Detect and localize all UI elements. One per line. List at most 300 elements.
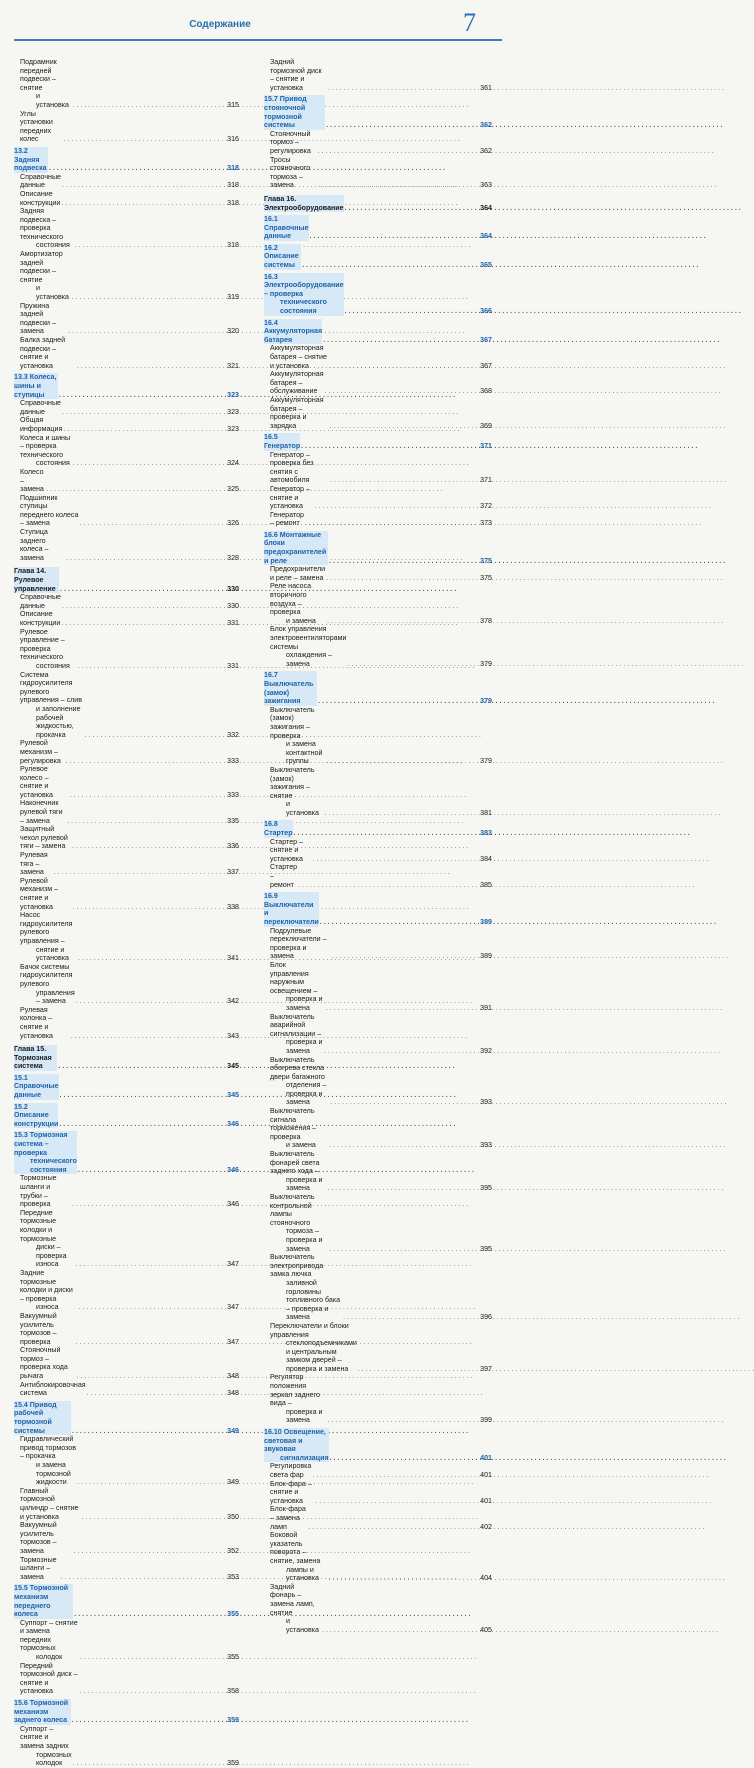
toc-entry-text: Блок управления электровентиляторами системы	[270, 625, 347, 651]
dot-leader	[329, 1141, 479, 1150]
toc-entry-title	[14, 1045, 57, 1071]
toc-entry-text: Генератор – ремонт	[270, 510, 304, 528]
toc-entry-page: 359	[227, 1759, 239, 1768]
dot-leader	[298, 881, 479, 890]
toc-entry-page: 389	[480, 918, 492, 926]
toc-entry-title	[270, 511, 304, 528]
toc-entry	[264, 1107, 492, 1150]
dot-leader	[330, 476, 479, 485]
toc-entry-page: 368	[480, 387, 492, 396]
toc-entry	[264, 1531, 492, 1583]
toc-entry-title	[264, 531, 328, 565]
toc-entry-title	[20, 610, 60, 627]
toc-entry-continuation: отделения – проверка и замена	[286, 1081, 327, 1107]
toc-entry	[264, 244, 492, 270]
dot-leader	[308, 1523, 479, 1532]
toc-entry-title	[270, 1056, 329, 1108]
toc-entry-page: 320	[227, 327, 239, 336]
toc-entry-text: Справочные данные	[20, 593, 61, 610]
toc-entry-title	[20, 911, 77, 963]
toc-entry-text: Рулевое колесо – снятие и установка	[20, 765, 53, 799]
toc-entry	[264, 1480, 492, 1506]
toc-entry-text: Боковой указатель поворота – снятие, замена	[270, 1531, 321, 1565]
toc-entry-continuation: проверка и замена	[286, 1038, 323, 1055]
dot-leader	[302, 261, 479, 270]
dot-leader	[72, 1200, 226, 1209]
toc-entry-text: 16.2 Описание системы	[264, 243, 299, 270]
toc-entry-title	[270, 396, 328, 430]
dot-leader	[343, 1313, 479, 1322]
toc-entry	[264, 1013, 492, 1056]
toc-entry	[264, 1583, 492, 1635]
toc-entry-text: Защитный чехол рулевой тяги – замена	[20, 825, 68, 851]
toc-entry-continuation: стеклоподъемниками и центральным замком дверей – проверка и замена	[286, 1339, 357, 1373]
toc-entry-page: 330	[227, 601, 239, 610]
toc-entry	[14, 1662, 239, 1696]
toc-entry	[14, 528, 239, 562]
toc-entry	[14, 1487, 239, 1521]
toc-entry	[264, 863, 492, 889]
toc-entry-text: Тросы стояночного тормоза – замена	[270, 155, 311, 190]
dot-leader	[78, 662, 226, 671]
toc-entry-text: Стояночный тормоз – регулировка	[270, 129, 311, 155]
toc-entry	[14, 373, 239, 399]
toc-entry-page: 367	[480, 335, 492, 344]
toc-entry	[14, 416, 239, 433]
toc-entry-page: 364	[480, 232, 492, 241]
toc-entry-page: 396	[480, 1313, 492, 1322]
dot-leader	[301, 442, 479, 451]
toc-entry-text: Задний фонарь – замена ламп, снятие	[270, 1582, 315, 1617]
toc-entry-title	[264, 273, 344, 316]
toc-entry	[264, 1373, 492, 1425]
toc-entry-page: 369	[480, 421, 492, 430]
dot-leader	[58, 1062, 226, 1071]
dot-leader	[76, 1338, 227, 1347]
toc-entry-continuation: диски – проверка износа	[36, 1243, 67, 1269]
dot-leader	[76, 997, 226, 1006]
toc-entry-title	[20, 1006, 70, 1040]
toc-entry-text: Выключатель контрольной лампы стояночного	[270, 1193, 315, 1227]
toc-entry-title	[270, 1531, 328, 1583]
toc-entry-page: 325	[227, 485, 239, 494]
toc-entry-text: Система гидроусилителя рулевого управления – слив	[20, 670, 82, 705]
dot-leader	[80, 1653, 226, 1662]
dot-leader	[329, 1574, 479, 1583]
toc-entry-text: Подшипник ступицы переднего колеса – замена	[20, 493, 79, 528]
toc-entry-text: 16.7 Выключатель (замок) зажигания	[264, 671, 314, 706]
toc-entry-text: Стартер – снятие и установка	[270, 837, 304, 863]
toc-entry-title	[20, 110, 63, 144]
toc-entry-text: Насос гидроусилителя рулевого управления –	[20, 911, 73, 945]
toc-entry-page: 401	[480, 1471, 492, 1479]
toc-entry-title	[264, 244, 301, 270]
toc-entry-page: 397	[480, 1364, 492, 1373]
toc-entry-title	[20, 207, 73, 250]
toc-entry-text: Углы установки передних колес	[20, 109, 53, 144]
toc-entry-title	[20, 1381, 86, 1398]
dot-leader	[72, 1716, 226, 1725]
toc-entry-page: 347	[227, 1303, 239, 1312]
toc-entry	[14, 1074, 239, 1100]
toc-entry-title	[270, 485, 314, 511]
toc-entry	[264, 1056, 492, 1108]
dot-leader	[327, 1416, 479, 1425]
toc-entry-text: 15.3 Тормозная система – проверка	[14, 1131, 68, 1157]
dot-leader	[323, 336, 479, 345]
toc-entry-page: 335	[227, 816, 239, 825]
toc-entry-title	[270, 863, 297, 889]
toc-entry	[264, 565, 492, 582]
toc-entry	[264, 156, 492, 190]
toc-entry	[14, 877, 239, 911]
toc-entry-title	[20, 765, 69, 799]
dot-leader	[78, 1166, 226, 1175]
toc-entry-page: 405	[480, 1625, 492, 1634]
toc-entry-page: 349	[227, 1426, 239, 1435]
dot-leader	[330, 1098, 479, 1107]
toc-entry	[14, 250, 239, 302]
toc-entry	[14, 1584, 239, 1618]
toc-entry-text: 13.2 Задняя подвеска	[14, 146, 47, 173]
toc-entry-continuation: износа	[36, 1303, 59, 1312]
dot-leader	[87, 1389, 227, 1398]
dot-leader	[64, 135, 226, 144]
toc-entry-text: 15.1 Справочные данные	[14, 1073, 59, 1100]
toc-entry-title	[20, 739, 65, 765]
dot-leader	[328, 84, 479, 93]
toc-entry	[14, 147, 239, 173]
dot-leader	[315, 1497, 479, 1506]
toc-entry	[14, 173, 239, 190]
dot-leader	[75, 1260, 226, 1269]
dot-leader	[61, 619, 226, 628]
toc-entry	[264, 319, 492, 345]
toc-entry-page: 318	[227, 241, 239, 250]
toc-entry-title	[20, 1725, 72, 1768]
toc-entry	[264, 1193, 492, 1253]
toc-entry-page: 343	[227, 1031, 239, 1040]
toc-entry	[14, 302, 239, 336]
dot-leader	[72, 842, 226, 851]
toc-entry	[14, 336, 239, 370]
toc-entry-page: 395	[480, 1184, 492, 1193]
toc-entry-title	[20, 851, 53, 877]
toc-entry	[264, 215, 492, 241]
toc-entry-title	[20, 1556, 60, 1582]
toc-entry-page: 395	[480, 1244, 492, 1253]
header-rule	[14, 39, 502, 41]
toc-entry-text: Глава 15. Тормозная система	[14, 1045, 52, 1071]
toc-entry-text: 15.7 Привод стояночной тормозной системы	[264, 95, 307, 130]
toc-entry-page: 323	[227, 390, 239, 399]
toc-entry	[264, 706, 492, 766]
dot-leader	[315, 502, 479, 511]
dot-leader	[82, 1513, 226, 1522]
toc-entry-continuation: и замена контактной группы	[286, 740, 323, 766]
toc-entry-title	[20, 1662, 78, 1696]
toc-entry	[264, 95, 492, 129]
toc-entry-page: 318	[227, 181, 239, 190]
dot-leader	[62, 181, 226, 190]
toc-entry	[264, 766, 492, 818]
toc-entry-continuation: и установка	[286, 800, 319, 817]
toc-entry-page: 337	[227, 868, 239, 877]
toc-entry	[14, 1725, 239, 1768]
toc-entry-text: 16.9 Выключатели и переключатели	[264, 892, 319, 926]
dot-leader	[62, 602, 226, 611]
toc-entry	[264, 961, 492, 1013]
toc-entry-title	[20, 173, 61, 190]
toc-entry	[264, 58, 492, 92]
toc-entry-page: 358	[227, 1687, 239, 1696]
toc-entry-text: Блок-фара – замена ламп	[270, 1505, 306, 1531]
toc-entry-page: 366	[480, 307, 492, 316]
toc-entry-continuation: технического состояния	[280, 298, 327, 316]
toc-entry-page: 379	[480, 659, 492, 668]
toc-entry-text: Подрамник передней подвески – снятие	[20, 58, 57, 92]
toc-entry-title	[14, 1103, 58, 1129]
toc-entry-text: Передние тормозные колодки и тормозные	[20, 1208, 57, 1243]
toc-entry	[14, 1312, 239, 1346]
toc-entry-text: Выключатель (замок) зажигания – снятие	[270, 765, 315, 800]
toc-entry-text: 16.6 Монтажные блоки предохранителей и реле	[264, 530, 327, 565]
toc-entry-continuation: снятие и установка	[36, 945, 69, 963]
toc-entry-page: 324	[227, 459, 239, 468]
dot-leader	[54, 868, 227, 877]
toc-entry-title	[264, 95, 325, 129]
toc-entry-page: 391	[480, 1003, 492, 1012]
toc-entry	[14, 1045, 239, 1071]
dot-leader	[73, 1759, 227, 1768]
toc-entry-page: 345	[227, 1091, 239, 1100]
toc-entry-text: Стартер – ремонт	[270, 863, 298, 889]
toc-entry-page: 348	[227, 1372, 239, 1381]
toc-entry-page: 363	[480, 181, 492, 190]
toc-entry-text: Справочные данные	[20, 172, 61, 190]
toc-entry-text: 15.5 Тормозной механизм переднего колеса	[14, 1584, 69, 1619]
toc-entry-page: 331	[227, 619, 239, 627]
toc-entry	[14, 1381, 239, 1398]
toc-entry	[264, 396, 492, 430]
toc-entry-text: 15.4 Привод рабочей тормозной системы	[14, 1400, 57, 1435]
toc-entry-continuation: проверка и замена	[286, 1175, 323, 1193]
toc-entry	[264, 625, 492, 668]
toc-entry	[14, 1346, 239, 1380]
toc-entry	[264, 1150, 492, 1193]
dot-leader	[74, 241, 226, 250]
dot-leader	[63, 425, 226, 434]
toc-entry-page: 399	[480, 1416, 492, 1425]
toc-entry	[14, 207, 239, 250]
toc-entry	[14, 671, 239, 740]
toc-entry-page: 330	[227, 584, 239, 593]
toc-entry	[14, 1269, 239, 1312]
dot-leader	[327, 757, 479, 766]
toc-entry-text: Суппорт – снятие и замена передних тормозных	[20, 1618, 78, 1653]
toc-entry-page: 321	[227, 361, 239, 370]
dot-leader	[322, 1626, 479, 1635]
toc-entry-text: Блок управления наружным освещением –	[270, 960, 318, 995]
page-header	[0, 0, 516, 44]
dot-leader	[46, 485, 226, 494]
toc-entry	[264, 838, 492, 864]
dot-leader	[66, 554, 226, 563]
toc-entry	[14, 851, 239, 877]
toc-entry-title	[14, 373, 58, 399]
toc-entry	[14, 58, 239, 110]
toc-entry-page: 353	[227, 1572, 239, 1581]
toc-entry-text: Реле насоса вторичного воздуха – проверка	[270, 582, 312, 617]
toc-entry	[14, 494, 239, 528]
toc-entry-page: 392	[480, 1046, 492, 1055]
toc-entry-page: 346	[227, 1165, 239, 1174]
dot-leader	[347, 660, 479, 669]
toc-entry	[14, 739, 239, 765]
toc-entry-title	[14, 1699, 71, 1725]
toc-entry-page: 315	[227, 100, 239, 109]
dot-leader	[68, 327, 226, 336]
toc-entry-text: Аккумуляторная батарея – обслуживание	[270, 370, 324, 396]
toc-entry-title	[20, 799, 66, 825]
toc-entry-title	[270, 582, 326, 625]
toc-entry-continuation: управления – замена	[36, 988, 75, 1006]
toc-entry-page: 355	[227, 1653, 239, 1662]
toc-entry-page: 332	[227, 730, 239, 739]
toc-entry-text: Балка задней подвески – снятие и установка	[20, 336, 66, 370]
dot-leader	[77, 362, 226, 371]
toc-entry-title	[264, 820, 293, 837]
dot-leader	[318, 697, 479, 706]
toc-entry-text: 16.5 Генератор	[264, 433, 301, 450]
toc-entry-page: 389	[480, 952, 492, 961]
dot-leader	[327, 1184, 479, 1193]
dot-leader	[85, 731, 226, 740]
toc-entry-text: 13.3 Колеса, шины и ступицы	[14, 373, 57, 399]
toc-entry	[14, 1521, 239, 1555]
toc-entry-text: Глава 14. Рулевое управление	[14, 567, 56, 593]
toc-entry	[264, 485, 492, 511]
toc-entry	[14, 110, 239, 144]
toc-entry-page: 359	[227, 1716, 239, 1725]
toc-entry-title	[270, 1013, 323, 1056]
toc-entry-page: 371	[480, 441, 492, 450]
toc-entry-text: Ступица заднего колеса – замена	[20, 528, 49, 562]
toc-entry-text: Колесо – замена	[20, 467, 44, 494]
toc-entry-title	[20, 1521, 73, 1555]
dot-leader	[312, 1471, 479, 1480]
toc-entry-continuation: лампы и установка	[286, 1565, 319, 1583]
toc-entry-text: Рулевое управление – проверка технического	[20, 627, 65, 662]
toc-entry-title	[264, 433, 300, 450]
toc-entry-page: 350	[227, 1512, 239, 1521]
dot-leader	[59, 1120, 226, 1129]
toc-entry-text: Выключатель обогрева стекла двери багажного	[270, 1055, 325, 1081]
toc-entry-continuation: и замена	[286, 616, 316, 625]
toc-entry-page: 349	[227, 1478, 239, 1487]
dot-leader	[312, 855, 479, 864]
dot-leader	[324, 1047, 479, 1056]
toc-entry	[264, 1428, 492, 1462]
dot-leader	[345, 204, 480, 213]
toc-entry-text: Рулевой механизм – снятие и установка	[20, 876, 59, 911]
toc-entry-page: 355	[227, 1610, 239, 1619]
toc-entry-page: 319	[227, 293, 239, 302]
toc-entry-text: Справочные данные	[20, 399, 61, 416]
toc-entry-text: Регулировка света фар	[270, 1462, 312, 1479]
toc-entry-continuation: проверка и замена	[286, 1407, 323, 1425]
toc-entry-page: 318	[227, 164, 239, 173]
toc-entry	[264, 130, 492, 156]
toc-entry-page: 379	[480, 697, 492, 706]
toc-entry-page: 393	[480, 1141, 492, 1150]
toc-entry-page: 316	[227, 135, 239, 144]
toc-entry	[14, 1556, 239, 1582]
toc-entry-page: 352	[227, 1546, 239, 1555]
toc-entry	[14, 1401, 239, 1435]
toc-entry	[264, 195, 492, 212]
toc-entry-title	[270, 706, 326, 766]
dot-leader	[73, 459, 226, 468]
toc-entry-title	[270, 625, 346, 668]
toc-entry-page: 362	[480, 146, 492, 155]
dot-leader	[71, 1032, 226, 1041]
toc-entry-continuation: сигнализация	[280, 1453, 329, 1462]
toc-entry-page: 362	[480, 121, 492, 130]
toc-entry-page: 367	[480, 361, 492, 370]
toc-entry-page: 383	[480, 829, 492, 838]
toc-entry-text: 16.3 Электрооборудование – проверка	[264, 272, 344, 298]
toc-entry	[14, 399, 239, 416]
toc-entry-title	[270, 58, 327, 92]
toc-entry-text: Глава 16. Электрооборудование	[264, 194, 344, 212]
dot-leader	[72, 101, 226, 110]
toc-entry-text: Тормозные шланги и трубки – проверка	[20, 1174, 57, 1209]
toc-entry-text: Колеса и шины – проверка технического	[20, 433, 71, 459]
toc-entry-title	[270, 344, 328, 370]
toc-entry-page: 401	[480, 1496, 492, 1505]
toc-entry-page: 393	[480, 1098, 492, 1107]
toc-entry-continuation: и установка	[36, 284, 69, 302]
dot-leader	[330, 1454, 480, 1463]
dot-leader	[327, 617, 479, 626]
toc-entry-page: 326	[227, 519, 239, 528]
toc-entry-continuation: колодок	[36, 1653, 63, 1662]
toc-entry-text: Генератор – снятие и установка	[270, 484, 310, 511]
dot-leader	[329, 1245, 479, 1254]
toc-entry-page: 384	[480, 854, 492, 863]
toc-entry-text: Суппорт – снятие и замена задних	[20, 1724, 69, 1750]
toc-entry-text: Аккумуляторная батарея – проверка и зарядка	[270, 395, 324, 430]
toc-entry-page: 364	[480, 203, 492, 212]
toc-entry-title	[270, 565, 325, 582]
toc-entry-title	[20, 302, 67, 336]
toc-entry-text: Предохранители и реле – замена	[270, 565, 326, 582]
toc-entry	[264, 344, 492, 370]
toc-entry-title	[264, 215, 309, 241]
toc-entry-text: 16.8 Стартер	[264, 820, 293, 838]
toc-entry-continuation: состояния	[36, 661, 70, 670]
dot-leader	[329, 422, 479, 431]
toc-entry-title	[20, 1209, 74, 1269]
toc-entry-title	[14, 1401, 71, 1435]
toc-entry	[14, 765, 239, 799]
dot-leader	[310, 232, 480, 241]
dot-leader	[329, 557, 479, 566]
toc-entry	[264, 582, 492, 625]
dot-leader	[79, 1687, 226, 1696]
toc-entry	[14, 799, 239, 825]
